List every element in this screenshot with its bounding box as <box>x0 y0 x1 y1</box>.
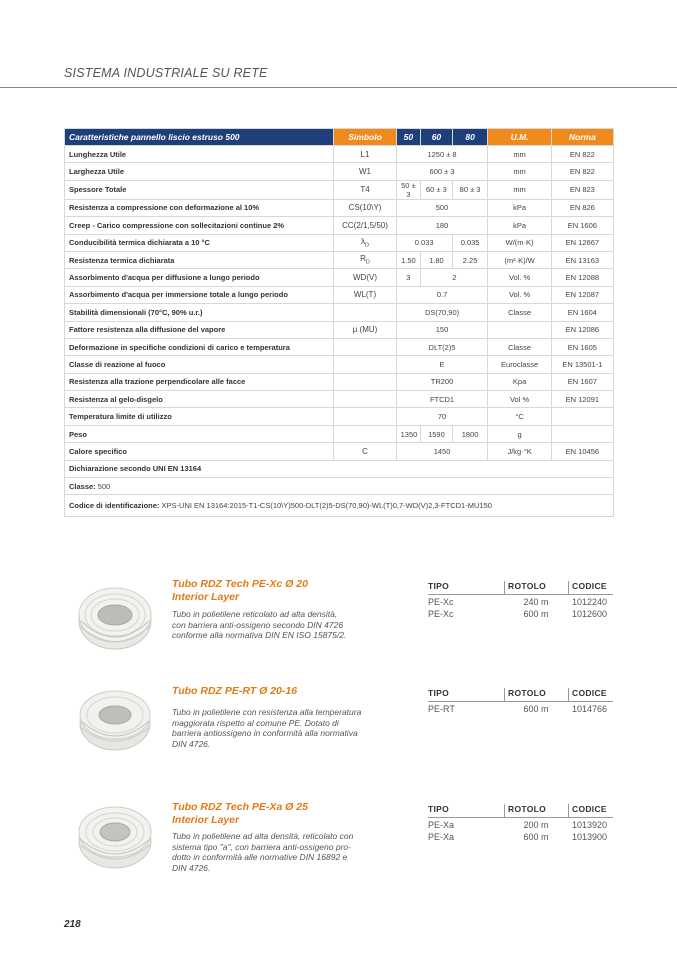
pipe-coil-icon <box>75 581 155 653</box>
row-value-60: 1590 <box>421 425 453 442</box>
col-tipo: TIPO <box>428 804 450 814</box>
row-value: TR200 <box>396 373 488 390</box>
product-title: Tubo RDZ Tech PE-Xc Ø 20 Interior Layer <box>172 578 308 603</box>
pipe-coil-icon <box>75 685 155 753</box>
row-label: Temperatura limite di utilizzo <box>65 408 334 425</box>
row-value-80: 80 ± 3 <box>452 180 488 199</box>
product-title: Tubo RDZ PE-RT Ø 20-16 <box>172 685 298 697</box>
row-value-50: 50 ± 3 <box>396 180 420 199</box>
row-um: Euroclasse <box>488 356 551 373</box>
row-value-60: 60 ± 3 <box>421 180 453 199</box>
row-label: Deformazione in specifiche condizioni di carico e temperatura <box>65 338 334 355</box>
row-value-60: 1.80 <box>421 251 453 268</box>
table-row <box>65 251 614 268</box>
row-symbol <box>334 304 396 321</box>
product-code-table <box>428 688 613 716</box>
table-row <box>65 163 614 180</box>
row-label: Resistenza al gelo-disgelo <box>65 391 334 408</box>
table-row <box>65 408 614 425</box>
row-symbol: μ (MU) <box>334 321 396 338</box>
row-um: Kpa <box>488 373 551 390</box>
row-norma: EN 12087 <box>551 286 613 303</box>
row-label: Larghezza Utile <box>65 163 334 180</box>
header-characteristic: Caratteristiche pannello liscio estruso 500 <box>65 129 334 146</box>
row-symbol: CC(2/1,5/50) <box>334 217 396 234</box>
row-symbol: WL(T) <box>334 286 396 303</box>
row-label: Lunghezza Utile <box>65 146 334 163</box>
row-um: Vol. % <box>488 286 551 303</box>
row-symbol: $\lambda_D$ <box>334 234 396 251</box>
row-symbol <box>334 391 396 408</box>
row-norma: EN 1605 <box>551 338 613 355</box>
row-value: E <box>396 356 488 373</box>
row-value: 2 <box>421 269 488 286</box>
class-row <box>65 478 614 495</box>
row-norma: EN 10456 <box>551 443 613 460</box>
row-norma <box>551 408 613 425</box>
row-um: mm <box>488 146 551 163</box>
row-symbol: L1 <box>334 146 396 163</box>
row-value: 0.7 <box>396 286 488 303</box>
row-label: Classe di reazione al fuoco <box>65 356 334 373</box>
pipe-coil-icon <box>75 801 155 871</box>
row-um: g <box>488 425 551 442</box>
row-norma: EN 1606 <box>551 217 613 234</box>
row-symbol: WD(V) <box>334 269 396 286</box>
row-label: Resistenza alla trazione perpendicolare alle facce <box>65 373 334 390</box>
row-value-80: 1800 <box>452 425 488 442</box>
row-symbol <box>334 338 396 355</box>
col-rotolo: ROTOLO <box>504 688 568 701</box>
row-norma: EN 822 <box>551 163 613 180</box>
header-symbol: Simbolo <box>334 129 396 146</box>
row-norma: EN 1607 <box>551 373 613 390</box>
row-um: W/(m·K) <box>488 234 551 251</box>
row-value: 70 <box>396 408 488 425</box>
class-label: Classe: <box>69 481 96 491</box>
row-value: 500 <box>396 199 488 216</box>
product-code-table <box>428 804 613 843</box>
code-label: Codice di identificazione: <box>69 501 160 511</box>
row-um: Classe <box>488 304 551 321</box>
table-row: PE-Xa 600 m 1013900 <box>428 831 608 842</box>
row-symbol <box>334 425 396 442</box>
table-row: PE-Xa 200 m 1013920 <box>428 820 608 830</box>
col-codice: CODICE <box>568 804 613 817</box>
col-tipo: TIPO <box>428 688 450 698</box>
product-title: Tubo RDZ Tech PE-Xa Ø 25 Interior Layer <box>172 801 308 826</box>
col-tipo: TIPO <box>428 581 450 591</box>
row-value: 1450 <box>396 443 488 460</box>
row-norma: EN 826 <box>551 199 613 216</box>
header-um: U.M. <box>488 129 551 146</box>
row-symbol: T4 <box>334 180 396 199</box>
row-label: Resistenza termica dichiarata <box>65 251 334 268</box>
col-codice: CODICE <box>568 581 613 594</box>
header-divider <box>0 87 677 88</box>
row-symbol: W1 <box>334 163 396 180</box>
row-um: Classe <box>488 338 551 355</box>
row-value: 1250 ± 8 <box>396 146 488 163</box>
table-row <box>65 373 614 390</box>
table-row: PE-Xc 240 m 1012240 <box>428 597 608 607</box>
declaration-text: Dichiarazione secondo UNI EN 13164 <box>65 460 614 477</box>
row-label: Stabilità dimensionali (70°C, 90% u.r.) <box>65 304 334 321</box>
row-value: 180 <box>396 217 488 234</box>
row-norma: EN 823 <box>551 180 613 199</box>
class-value: 500 <box>97 481 111 491</box>
row-um: °C <box>488 408 551 425</box>
col-rotolo: ROTOLO <box>504 804 568 817</box>
code-value: XPS-UNI EN 13164:2015-T1-CS(10\Y)500-DLT(2)5-DS(70,90)-WL(T)0,7-WD(V)2,3-FTCD1-MU150 <box>161 501 492 511</box>
table-row <box>65 269 614 286</box>
row-value: DLT(2)5 <box>396 338 488 355</box>
table-row <box>65 321 614 338</box>
row-um: J/kg·°K <box>488 443 551 460</box>
row-norma: EN 12091 <box>551 391 613 408</box>
table-row <box>65 338 614 355</box>
row-label: Fattore resistenza alla diffusione del vapore <box>65 321 334 338</box>
row-value-50: 3 <box>396 269 420 286</box>
row-value: 0.033 <box>396 234 452 251</box>
spec-table <box>64 128 614 517</box>
code-cell <box>65 495 614 517</box>
row-label: Assorbimento d'acqua per immersione totale a lungo periodo <box>65 286 334 303</box>
table-row <box>65 425 614 442</box>
page-number: 218 <box>64 919 81 930</box>
table-row <box>65 199 614 216</box>
row-norma: EN 13501-1 <box>551 356 613 373</box>
spec-table-header <box>65 129 614 146</box>
row-symbol: C <box>334 443 396 460</box>
row-symbol <box>334 373 396 390</box>
row-value: DS(70,90) <box>396 304 488 321</box>
row-symbol <box>334 408 396 425</box>
row-norma <box>551 425 613 442</box>
header-norma: Norma <box>551 129 613 146</box>
row-value: FTCD1 <box>396 391 488 408</box>
col-codice: CODICE <box>568 688 613 701</box>
row-label: Spessore Totale <box>65 180 334 199</box>
section-title: SISTEMA INDUSTRIALE SU RETE <box>64 66 268 80</box>
row-um <box>488 321 551 338</box>
table-row <box>65 356 614 373</box>
table-row <box>65 217 614 234</box>
row-norma: EN 13163 <box>551 251 613 268</box>
row-um: Vol. % <box>488 269 551 286</box>
row-value-50: 1.50 <box>396 251 420 268</box>
product-description: Tubo in polietilene con resistenza alla temperatura maggiorata rispetto al comune PE. Dotato di barriera antiossigeno in conformità alla normativa DIN 4726. <box>172 707 362 749</box>
row-norma: EN 12088 <box>551 269 613 286</box>
row-norma: EN 1604 <box>551 304 613 321</box>
row-symbol: CS(10\Y) <box>334 199 396 216</box>
table-row <box>65 391 614 408</box>
row-value-80: 2.25 <box>452 251 488 268</box>
product-description: Tubo in polietilene reticolato ad alta densità, con barriera anti-ossigeno secondo DIN 4726 conforme alla normativa DIN EN ISO 15875/2. <box>172 609 347 640</box>
row-value-80: 0.035 <box>452 234 488 251</box>
row-value: 150 <box>396 321 488 338</box>
row-label: Conducibilità termica dichiarata a 10 °C <box>65 234 334 251</box>
row-um: kPa <box>488 217 551 234</box>
row-norma: EN 12086 <box>551 321 613 338</box>
table-row <box>65 443 614 460</box>
row-norma: EN 822 <box>551 146 613 163</box>
row-label: Calore specifico <box>65 443 334 460</box>
row-label: Peso <box>65 425 334 442</box>
header-80: 80 <box>452 129 488 146</box>
header-50: 50 <box>396 129 420 146</box>
col-rotolo: ROTOLO <box>504 581 568 594</box>
row-label: Creep - Carico compressione con sollecitazioni continue 2% <box>65 217 334 234</box>
product-description: Tubo in polietilene ad alta densità, reticolato con sistema tipo "a", con barriera anti-ossigeno pro- dotto in conformità alle normative DIN 16892 e DIN 4726. <box>172 831 354 873</box>
table-row <box>65 234 614 251</box>
row-value-50: 1350 <box>396 425 420 442</box>
row-label: Resistenza a compressione con deformazione al 10% <box>65 199 334 216</box>
product-code-table <box>428 581 613 620</box>
table-row <box>65 304 614 321</box>
row-um: kPa <box>488 199 551 216</box>
table-row <box>65 286 614 303</box>
row-um: mm <box>488 180 551 199</box>
code-row <box>65 495 614 517</box>
row-norma: EN 12667 <box>551 234 613 251</box>
row-um: (m²·K)/W <box>488 251 551 268</box>
row-um: mm <box>488 163 551 180</box>
row-symbol: $R_D$ <box>334 251 396 268</box>
row-symbol <box>334 356 396 373</box>
header-60: 60 <box>421 129 453 146</box>
row-um: Vol % <box>488 391 551 408</box>
table-row <box>65 180 614 199</box>
table-row: PE-Xc 600 m 1012600 <box>428 608 608 619</box>
row-label: Assorbimento d'acqua per diffusione a lungo periodo <box>65 269 334 286</box>
table-row: PE-RT 600 m 1014766 <box>428 704 608 714</box>
class-cell <box>65 478 614 495</box>
row-value: 600 ± 3 <box>396 163 488 180</box>
table-row <box>65 146 614 163</box>
declaration-row <box>65 460 614 477</box>
